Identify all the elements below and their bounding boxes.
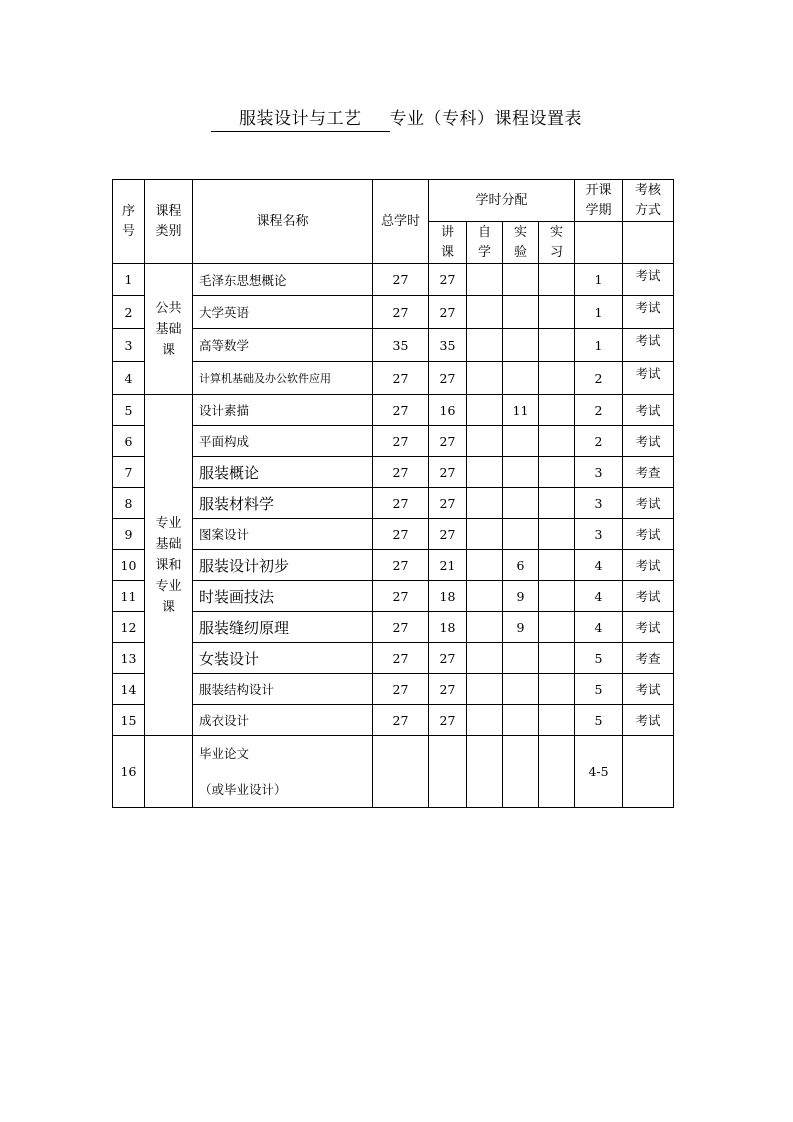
row-experiment: 9 — [503, 612, 539, 643]
row-assessment: 考试 — [623, 395, 674, 426]
row-experiment — [503, 705, 539, 736]
row-total: 27 — [373, 488, 429, 519]
table-row — [113, 329, 674, 362]
row-course-name: 时装画技法 — [193, 581, 373, 612]
row-assessment: 考查 — [623, 457, 674, 488]
row-assessment: 考试 — [623, 296, 674, 329]
row-lecture: 27 — [429, 705, 467, 736]
table-row — [113, 426, 674, 457]
row-lecture: 27 — [429, 457, 467, 488]
row-self-study — [467, 457, 503, 488]
row-assessment: 考试 — [623, 705, 674, 736]
header-seq: 序号 — [113, 180, 145, 264]
row-semester: 4 — [575, 612, 623, 643]
row-course-name: 服装设计初步 — [193, 550, 373, 581]
row-seq: 15 — [113, 705, 145, 736]
table-row-thesis — [113, 736, 674, 808]
table-row — [113, 643, 674, 674]
row-course-name: 图案设计 — [193, 519, 373, 550]
row-self-study — [467, 395, 503, 426]
row-total: 27 — [373, 705, 429, 736]
row-seq: 2 — [113, 296, 145, 329]
table-row — [113, 550, 674, 581]
header-total-hours: 总学时 — [373, 180, 429, 264]
row-lecture: 27 — [429, 426, 467, 457]
row-self-study — [467, 705, 503, 736]
row-practice — [539, 457, 575, 488]
row-practice — [539, 519, 575, 550]
row-seq: 4 — [113, 362, 145, 395]
thesis-name-line2: （或毕业设计） — [199, 781, 287, 797]
row-self-study — [467, 329, 503, 362]
row-experiment — [503, 674, 539, 705]
row-total: 27 — [373, 296, 429, 329]
header-assessment: 考核方式 — [623, 180, 674, 222]
row-seq: 6 — [113, 426, 145, 457]
row-experiment — [503, 362, 539, 395]
row-seq: 9 — [113, 519, 145, 550]
row-semester: 3 — [575, 519, 623, 550]
row-seq: 16 — [113, 736, 145, 808]
row-seq: 3 — [113, 329, 145, 362]
row-lecture: 35 — [429, 329, 467, 362]
row-experiment: 11 — [503, 395, 539, 426]
row-assessment: 考试 — [623, 264, 674, 296]
header-self-study: 自学 — [467, 222, 503, 264]
table-row — [113, 488, 674, 519]
header-semester-blank — [575, 222, 623, 264]
row-experiment: 9 — [503, 581, 539, 612]
row-seq: 8 — [113, 488, 145, 519]
row-semester: 1 — [575, 329, 623, 362]
row-course-name — [193, 736, 373, 808]
row-practice — [539, 736, 575, 808]
row-semester: 5 — [575, 705, 623, 736]
row-semester: 2 — [575, 395, 623, 426]
header-experiment: 实验 — [503, 222, 539, 264]
row-practice — [539, 550, 575, 581]
row-self-study — [467, 296, 503, 329]
page-title — [0, 104, 793, 132]
category-professional: 专业基础课和专业课 — [145, 395, 193, 736]
row-assessment: 考试 — [623, 581, 674, 612]
row-total: 27 — [373, 581, 429, 612]
row-assessment: 考试 — [623, 612, 674, 643]
row-self-study — [467, 581, 503, 612]
row-semester: 4 — [575, 550, 623, 581]
row-course-name: 成衣设计 — [193, 705, 373, 736]
row-practice — [539, 264, 575, 296]
row-course-name: 设计素描 — [193, 395, 373, 426]
thesis-name-line1: 毕业论文 — [199, 745, 250, 761]
row-total — [373, 736, 429, 808]
row-self-study — [467, 736, 503, 808]
row-seq: 14 — [113, 674, 145, 705]
row-experiment — [503, 519, 539, 550]
row-total: 35 — [373, 329, 429, 362]
table-row — [113, 519, 674, 550]
table-row — [113, 296, 674, 329]
row-self-study — [467, 362, 503, 395]
row-semester: 1 — [575, 264, 623, 296]
row-self-study — [467, 550, 503, 581]
row-seq: 7 — [113, 457, 145, 488]
row-lecture: 27 — [429, 674, 467, 705]
row-semester: 2 — [575, 362, 623, 395]
row-assessment: 考试 — [623, 519, 674, 550]
row-practice — [539, 674, 575, 705]
row-total: 27 — [373, 457, 429, 488]
row-course-name: 毛泽东思想概论 — [193, 264, 373, 296]
header-course-name: 课程名称 — [193, 180, 373, 264]
row-course-name: 平面构成 — [193, 426, 373, 457]
row-total: 27 — [373, 264, 429, 296]
row-lecture: 16 — [429, 395, 467, 426]
row-experiment — [503, 426, 539, 457]
row-assessment: 考试 — [623, 488, 674, 519]
row-experiment — [503, 264, 539, 296]
row-self-study — [467, 426, 503, 457]
row-total: 27 — [373, 519, 429, 550]
row-experiment — [503, 457, 539, 488]
row-lecture: 18 — [429, 612, 467, 643]
row-self-study — [467, 519, 503, 550]
row-practice — [539, 296, 575, 329]
row-experiment — [503, 296, 539, 329]
row-lecture: 27 — [429, 362, 467, 395]
row-lecture: 21 — [429, 550, 467, 581]
row-lecture — [429, 736, 467, 808]
table-row — [113, 581, 674, 612]
row-practice — [539, 705, 575, 736]
row-course-name: 高等数学 — [193, 329, 373, 362]
row-semester: 1 — [575, 296, 623, 329]
table-row — [113, 457, 674, 488]
row-course-name: 计算机基础及办公软件应用 — [193, 362, 373, 395]
row-assessment: 考试 — [623, 674, 674, 705]
row-experiment — [503, 643, 539, 674]
row-lecture: 27 — [429, 519, 467, 550]
row-self-study — [467, 488, 503, 519]
row-course-name: 服装结构设计 — [193, 674, 373, 705]
row-total: 27 — [373, 550, 429, 581]
table-row — [113, 705, 674, 736]
row-semester: 4-5 — [575, 736, 623, 808]
row-seq: 5 — [113, 395, 145, 426]
row-assessment: 考查 — [623, 643, 674, 674]
row-total: 27 — [373, 426, 429, 457]
row-total: 27 — [373, 643, 429, 674]
row-lecture: 18 — [429, 581, 467, 612]
row-semester: 5 — [575, 643, 623, 674]
row-practice — [539, 643, 575, 674]
row-total: 27 — [373, 674, 429, 705]
row-self-study — [467, 612, 503, 643]
title-suffix: 专业（专科）课程设置表 — [389, 109, 582, 129]
row-assessment: 考试 — [623, 550, 674, 581]
row-assessment — [623, 736, 674, 808]
header-practice: 实习 — [539, 222, 575, 264]
header-assessment-blank — [623, 222, 674, 264]
row-seq: 11 — [113, 581, 145, 612]
table-row — [113, 612, 674, 643]
row-seq: 10 — [113, 550, 145, 581]
row-lecture: 27 — [429, 488, 467, 519]
row-lecture: 27 — [429, 296, 467, 329]
row-course-name: 大学英语 — [193, 296, 373, 329]
category-public-basic: 公共基础课 — [145, 264, 193, 395]
row-assessment: 考试 — [623, 362, 674, 395]
row-semester: 5 — [575, 674, 623, 705]
row-assessment: 考试 — [623, 426, 674, 457]
table-row — [113, 395, 674, 426]
table-row — [113, 264, 674, 296]
header-row-1 — [113, 180, 674, 222]
row-practice — [539, 329, 575, 362]
row-experiment — [503, 488, 539, 519]
row-semester: 3 — [575, 457, 623, 488]
row-practice — [539, 395, 575, 426]
row-self-study — [467, 643, 503, 674]
row-total: 27 — [373, 612, 429, 643]
header-lecture: 讲课 — [429, 222, 467, 264]
row-course-name: 服装缝纫原理 — [193, 612, 373, 643]
row-self-study — [467, 674, 503, 705]
row-practice — [539, 362, 575, 395]
row-experiment — [503, 736, 539, 808]
major-name: 服装设计与工艺 — [211, 108, 390, 132]
row-experiment: 6 — [503, 550, 539, 581]
row-course-name: 服装概论 — [193, 457, 373, 488]
row-lecture: 27 — [429, 643, 467, 674]
row-practice — [539, 426, 575, 457]
row-lecture: 27 — [429, 264, 467, 296]
header-semester: 开课学期 — [575, 180, 623, 222]
row-self-study — [467, 264, 503, 296]
row-total: 27 — [373, 395, 429, 426]
row-assessment: 考试 — [623, 329, 674, 362]
row-practice — [539, 581, 575, 612]
course-table — [112, 179, 674, 808]
header-category: 课程类别 — [145, 180, 193, 264]
row-experiment — [503, 329, 539, 362]
header-hour-distribution: 学时分配 — [429, 180, 575, 222]
table-row — [113, 674, 674, 705]
row-semester: 3 — [575, 488, 623, 519]
row-semester: 4 — [575, 581, 623, 612]
table-row — [113, 362, 674, 395]
row-semester: 2 — [575, 426, 623, 457]
row-seq: 13 — [113, 643, 145, 674]
row-practice — [539, 612, 575, 643]
row-course-name: 女装设计 — [193, 643, 373, 674]
row-category-blank — [145, 736, 193, 808]
row-course-name: 服装材料学 — [193, 488, 373, 519]
row-seq: 1 — [113, 264, 145, 296]
row-practice — [539, 488, 575, 519]
row-total: 27 — [373, 362, 429, 395]
row-seq: 12 — [113, 612, 145, 643]
